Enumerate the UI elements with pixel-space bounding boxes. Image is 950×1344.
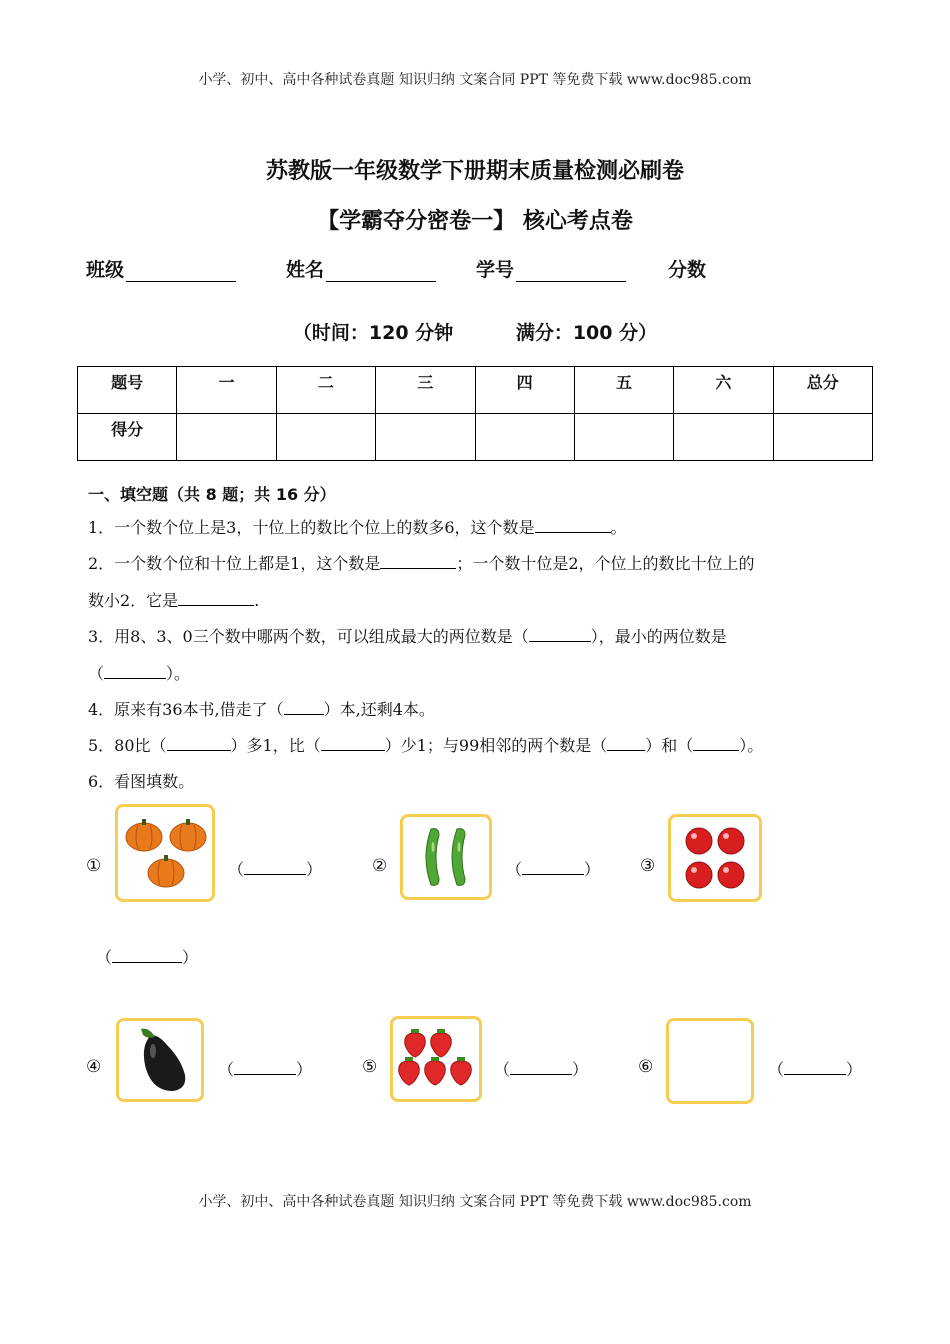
- question-3-cont: [88, 656, 878, 692]
- empty-picture: [666, 1018, 754, 1104]
- cucumber-icon: [403, 817, 489, 897]
- q3-text-2: ），最小的两位数是: [590, 627, 727, 646]
- time-full-score: 满分：100 分）: [515, 322, 658, 344]
- q4-blank[interactable]: [284, 700, 324, 715]
- paren-open: （: [494, 1060, 511, 1079]
- q3-open: （: [88, 664, 105, 683]
- pumpkin-icon: [118, 807, 212, 899]
- id-field[interactable]: [476, 255, 626, 282]
- q5-text-3: ）少1；与99相邻的两个数是（: [384, 736, 608, 755]
- question-1: [88, 510, 878, 546]
- item-num-2: ②: [372, 856, 388, 876]
- score-header-cell: 总分: [773, 367, 872, 414]
- score-label: 分数: [668, 259, 707, 281]
- answer-4[interactable]: [218, 1057, 312, 1080]
- class-field[interactable]: [86, 255, 236, 282]
- name-field[interactable]: [286, 255, 436, 282]
- apple-icon: [671, 817, 759, 899]
- answer-3[interactable]: [96, 945, 198, 968]
- q4-end: ）本,还剩4本。: [323, 700, 435, 719]
- class-blank[interactable]: [126, 261, 236, 282]
- score-field: [668, 255, 706, 282]
- answer-2[interactable]: [506, 857, 600, 880]
- answer-1-blank[interactable]: [244, 860, 306, 875]
- paren-open: （: [228, 860, 245, 879]
- id-label: 学号: [476, 259, 515, 281]
- score-header-cell: 一: [177, 367, 276, 414]
- question-2: [88, 546, 878, 582]
- score-header-cell: 四: [475, 367, 574, 414]
- cucumber-picture: [400, 814, 492, 900]
- q2-text-2: ；一个数十位是2，个位上的数比十位上的: [456, 554, 755, 573]
- paren-close: ）: [182, 948, 199, 967]
- paren-open: （: [768, 1060, 785, 1079]
- item-num-6: ⑥: [638, 1057, 654, 1077]
- question-6: 6．看图填数。: [88, 772, 195, 791]
- answer-4-blank[interactable]: [234, 1060, 296, 1075]
- name-blank[interactable]: [326, 261, 436, 282]
- answer-6[interactable]: [768, 1057, 862, 1080]
- paren-close: ）: [296, 1060, 313, 1079]
- item-num-4: ④: [86, 1057, 102, 1077]
- name-label: 姓名: [286, 259, 325, 281]
- question-3: [88, 619, 878, 655]
- answer-5[interactable]: [494, 1057, 588, 1080]
- item-num-1: ①: [86, 856, 102, 876]
- paren-close: ）: [846, 1060, 863, 1079]
- score-header-cell: 三: [376, 367, 475, 414]
- score-row-label: 得分: [78, 414, 177, 461]
- score-cell[interactable]: [674, 414, 773, 461]
- score-value-row: [78, 414, 873, 461]
- score-header-cell: 五: [574, 367, 673, 414]
- score-cell[interactable]: [773, 414, 872, 461]
- score-cell[interactable]: [177, 414, 276, 461]
- apple-picture: [668, 814, 762, 902]
- score-header-cell: 题号: [78, 367, 177, 414]
- q1-blank[interactable]: [535, 518, 611, 533]
- score-table: [77, 366, 873, 461]
- q5-blank-2[interactable]: [321, 736, 385, 751]
- item-num-3: ③: [640, 856, 656, 876]
- q5-text: 5．80比（: [88, 736, 167, 755]
- answer-6-blank[interactable]: [784, 1060, 846, 1075]
- page-footer: 小学、初中、高中各种试卷真题 知识归纳 文案合同 PPT 等免费下载 www.doc985.com: [198, 1194, 752, 1210]
- q3-text: 3．用8、3、0三个数中哪两个数，可以组成最大的两位数是（: [88, 627, 529, 646]
- answer-1[interactable]: [228, 857, 322, 880]
- answer-3-blank[interactable]: [112, 948, 182, 963]
- q5-blank-4[interactable]: [693, 736, 739, 751]
- time-duration: （时间：120 分钟: [292, 322, 454, 344]
- q5-blank-3[interactable]: [607, 736, 645, 751]
- q1-end: 。: [610, 518, 627, 537]
- exam-subtitle: 【学霸夺分密卷一】 核心考点卷: [317, 209, 633, 234]
- q3-end: ）。: [166, 664, 191, 683]
- question-5: [88, 728, 878, 764]
- q2-text: 2．一个数个位和十位上都是1，这个数是: [88, 554, 381, 573]
- score-cell[interactable]: [574, 414, 673, 461]
- paren-open: （: [218, 1060, 235, 1079]
- score-cell[interactable]: [475, 414, 574, 461]
- class-label: 班级: [86, 259, 125, 281]
- score-header-row: [78, 367, 873, 414]
- q5-text-4: ）和（: [645, 736, 694, 755]
- id-blank[interactable]: [516, 261, 626, 282]
- paren-close: ）: [584, 860, 601, 879]
- time-info: [0, 318, 950, 345]
- q2-blank-1[interactable]: [380, 554, 456, 569]
- q3-blank-1[interactable]: [529, 627, 591, 642]
- q5-end: ）。: [739, 736, 764, 755]
- eggplant-icon: [119, 1021, 201, 1099]
- pumpkin-picture: [115, 804, 215, 902]
- q4-text: 4．原来有36本书,借走了（: [88, 700, 284, 719]
- page-header: 小学、初中、高中各种试卷真题 知识归纳 文案合同 PPT 等免费下载 www.doc985.com: [198, 72, 752, 88]
- strawberry-picture: [390, 1016, 482, 1102]
- paren-close: ）: [306, 860, 323, 879]
- question-2-cont: [88, 583, 878, 619]
- paren-open: （: [96, 948, 113, 967]
- eggplant-picture: [116, 1018, 204, 1102]
- q5-text-2: ）多1，比（: [230, 736, 321, 755]
- q2-end: .: [254, 591, 260, 610]
- question-4: [88, 692, 878, 728]
- score-cell[interactable]: [276, 414, 375, 461]
- exam-title: 苏教版一年级数学下册期末质量检测必刷卷: [265, 159, 684, 184]
- score-header-cell: 二: [276, 367, 375, 414]
- q5-blank-1[interactable]: [167, 736, 231, 751]
- paren-open: （: [506, 860, 523, 879]
- section-title: 一、填空题（共 8 题；共 16 分）: [88, 485, 336, 504]
- score-header-cell: 六: [674, 367, 773, 414]
- q1-text: 1．一个数个位上是3，十位上的数比个位上的数多6，这个数是: [88, 518, 535, 537]
- item-num-5: ⑤: [362, 1057, 378, 1077]
- strawberry-icon: [393, 1019, 479, 1099]
- q2-blank-2[interactable]: [178, 591, 254, 606]
- answer-5-blank[interactable]: [510, 1060, 572, 1075]
- q3-blank-2[interactable]: [104, 664, 166, 679]
- score-cell[interactable]: [376, 414, 475, 461]
- paren-close: ）: [572, 1060, 589, 1079]
- answer-2-blank[interactable]: [522, 860, 584, 875]
- q2-text-3: 数小2．它是: [88, 591, 179, 610]
